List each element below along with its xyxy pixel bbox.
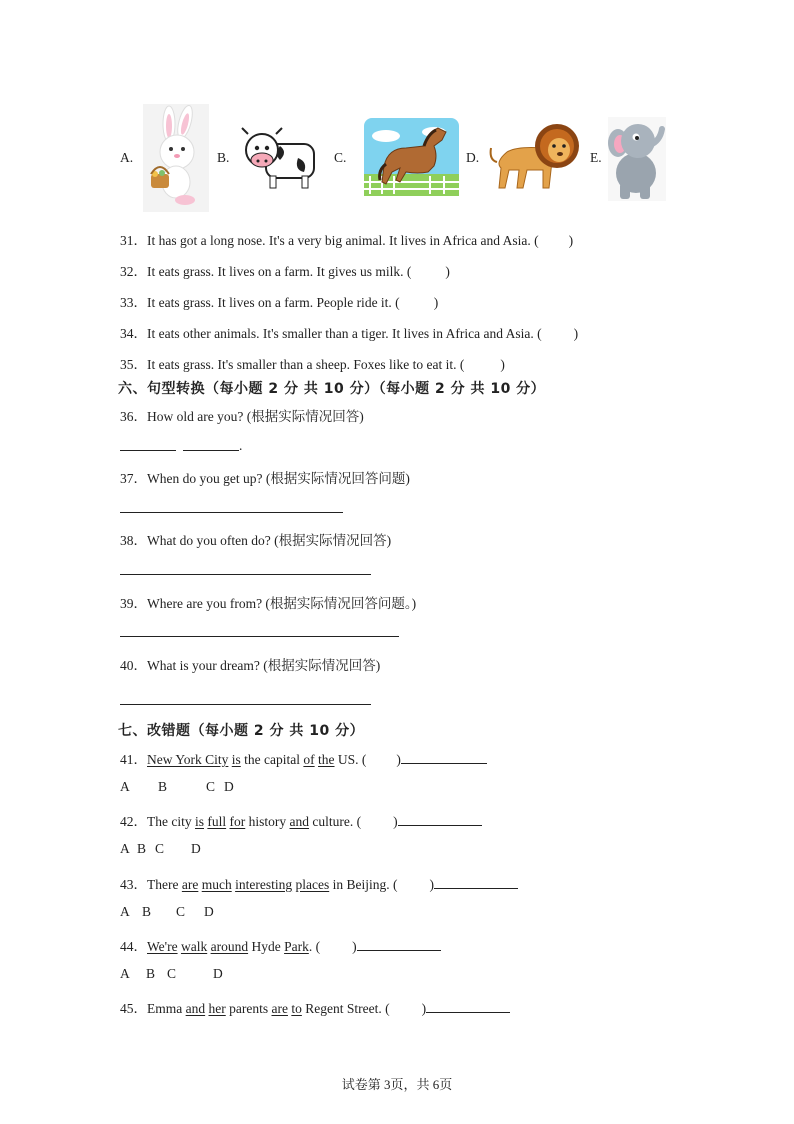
error-option-d: and	[289, 814, 310, 829]
answer-line-37[interactable]	[120, 512, 343, 513]
text-segment: parents	[225, 1001, 272, 1016]
question-text: It eats other animals. It's smaller than a tiger. It lives in Africa and Asia. (	[147, 326, 542, 341]
error-option-b: walk	[180, 939, 208, 954]
question-36	[120, 405, 364, 425]
question-number: 41．	[120, 752, 147, 767]
text-segment: Hyde	[248, 939, 285, 954]
paren-close: )	[445, 264, 450, 279]
text-segment: history	[245, 814, 290, 829]
letter-b: B	[158, 779, 168, 794]
letter-d: D	[213, 966, 223, 981]
paren-close: )	[573, 326, 579, 341]
error-option-b: much	[201, 877, 232, 892]
answer-period: .	[239, 438, 243, 453]
paren-close: )	[500, 357, 505, 372]
paren-close: )	[429, 877, 434, 892]
cow-picture	[240, 124, 318, 190]
letter-d: D	[224, 779, 234, 794]
letter-a: A	[120, 841, 130, 856]
question-text: What is your dream? (根据实际情况回答)	[147, 658, 381, 673]
correction-line[interactable]	[401, 750, 487, 764]
text-segment: There	[147, 877, 182, 892]
option-letter-a: A.	[120, 150, 134, 165]
question-number: 33．	[120, 295, 147, 310]
question-45	[120, 997, 510, 1017]
letter-c: C	[176, 904, 186, 919]
error-option-c: for	[229, 814, 246, 829]
letter-b: B	[137, 841, 147, 856]
correction-line[interactable]	[434, 875, 518, 889]
option-letter-d: D.	[466, 150, 480, 165]
question-33	[120, 291, 438, 311]
question-41	[120, 748, 487, 768]
question-number: 40．	[120, 658, 147, 673]
answer-line-40[interactable]	[120, 704, 371, 705]
option-letter-c: C.	[334, 150, 347, 165]
question-text: How old are you? (根据实际情况回答)	[147, 409, 364, 424]
answer-line-38[interactable]	[120, 574, 371, 575]
section-7-heading: 七、改错题（每小题 2 分 共 10 分）	[118, 723, 365, 739]
letter-a: A	[120, 779, 130, 794]
letter-b: B	[146, 966, 156, 981]
lion-picture	[489, 122, 581, 192]
letter-b: B	[142, 904, 152, 919]
error-option-d: to	[291, 1001, 302, 1016]
answer-line-39[interactable]	[120, 636, 399, 637]
question-number: 31．	[120, 233, 147, 248]
correction-line[interactable]	[426, 999, 510, 1013]
question-37	[120, 467, 410, 487]
question-text: Where are you from? (根据实际情况回答问题。)	[147, 596, 417, 611]
answer-line-36b[interactable]	[183, 450, 239, 451]
question-number: 39．	[120, 596, 147, 611]
letter-a: A	[120, 904, 130, 919]
question-43	[120, 873, 518, 893]
letter-c: C	[206, 779, 216, 794]
horse-picture	[364, 118, 459, 196]
question-text: It has got a long nose. It's a very big animal. It lives in Africa and Asia. (	[147, 233, 539, 248]
error-option-c: around	[210, 939, 249, 954]
text-segment: in Beijing. (	[329, 877, 398, 892]
answer-line-36a[interactable]	[120, 450, 176, 451]
text-segment: Regent Street. (	[301, 1001, 390, 1016]
question-number: 36．	[120, 409, 147, 424]
question-number: 44．	[120, 939, 147, 954]
paren-close: )	[393, 814, 398, 829]
paren-close: )	[568, 233, 574, 248]
error-option-c: are	[271, 1001, 288, 1016]
text-segment: . (	[308, 939, 321, 954]
paren-close: )	[433, 295, 439, 310]
paren-close: )	[352, 939, 357, 954]
error-option-b: is	[231, 752, 241, 767]
question-text: What do you often do? (根据实际情况回答)	[147, 533, 392, 548]
question-40	[120, 654, 380, 674]
question-42	[120, 810, 482, 830]
error-option-d: Park	[284, 939, 309, 954]
error-option-c: of	[303, 752, 315, 767]
option-letter-e: E.	[590, 150, 602, 165]
rabbit-picture	[143, 104, 209, 212]
question-text: It eats grass. It lives on a farm. It gives us milk. (	[147, 264, 412, 279]
error-option-a: We're	[147, 939, 178, 954]
paren-close: )	[396, 752, 401, 767]
error-option-b: full	[207, 814, 227, 829]
elephant-picture	[608, 117, 666, 201]
question-39	[120, 592, 416, 612]
error-option-a: New York City	[147, 752, 229, 767]
question-35	[120, 353, 505, 373]
letter-c: C	[155, 841, 165, 856]
question-31	[120, 229, 573, 249]
question-text: It eats grass. It's smaller than a sheep. Foxes like to eat it. (	[147, 357, 465, 372]
question-34	[120, 322, 578, 342]
question-number: 35．	[120, 357, 147, 372]
letter-d: D	[191, 841, 201, 856]
section-6-heading: 六、句型转换（每小题 2 分 共 10 分）（每小题 2 分 共 10 分）	[118, 381, 546, 397]
question-number: 43．	[120, 877, 147, 892]
question-number: 37．	[120, 471, 147, 486]
error-option-a: is	[194, 814, 204, 829]
correction-line[interactable]	[398, 812, 482, 826]
correction-line[interactable]	[357, 937, 441, 951]
question-text: It eats grass. It lives on a farm. People ride it. (	[147, 295, 400, 310]
error-option-d: the	[318, 752, 335, 767]
letter-c: C	[167, 966, 177, 981]
question-number: 38．	[120, 533, 147, 548]
question-44	[120, 935, 441, 955]
text-segment: Emma	[147, 1001, 186, 1016]
question-number: 42．	[120, 814, 147, 829]
question-text: When do you get up? (根据实际情况回答问题)	[147, 471, 410, 486]
page-footer: 试卷第 3页，共 6页	[341, 1077, 453, 1092]
question-38	[120, 529, 391, 549]
question-number: 32．	[120, 264, 147, 279]
question-number: 34．	[120, 326, 147, 341]
question-32	[120, 260, 450, 280]
error-option-a: and	[185, 1001, 206, 1016]
text-segment: the capital	[240, 752, 304, 767]
text-segment: The city	[147, 814, 195, 829]
text-segment: US. (	[334, 752, 367, 767]
question-number: 45．	[120, 1001, 147, 1016]
error-option-b: her	[208, 1001, 226, 1016]
option-letter-b: B.	[217, 150, 230, 165]
error-option-d: places	[295, 877, 330, 892]
error-option-a: are	[181, 877, 199, 892]
letter-a: A	[120, 966, 130, 981]
text-segment: culture. (	[309, 814, 362, 829]
paren-close: )	[421, 1001, 427, 1016]
error-option-c: interesting	[235, 877, 293, 892]
letter-d: D	[204, 904, 214, 919]
